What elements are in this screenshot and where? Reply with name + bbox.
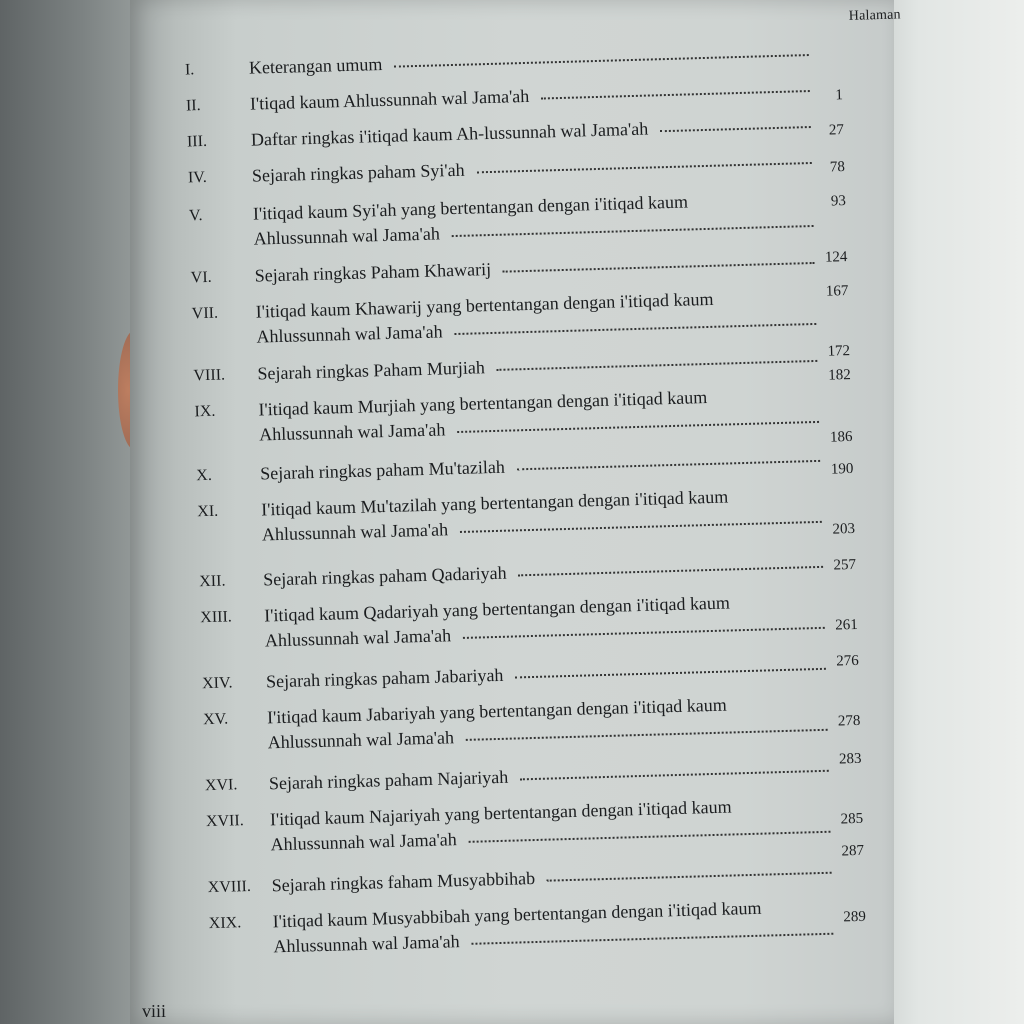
entry-line: I'itiqad kaum Murjiah yang bertentangan dengan i'itiqad kaum — [258, 387, 708, 420]
entry-title — [250, 76, 810, 117]
dot-leader — [394, 53, 808, 68]
entry-title — [266, 654, 826, 695]
entry-line: I'itiqad kaum Syi'ah yang bertentangan dengan i'itiqad kaum — [252, 191, 689, 224]
page-number: 186 — [829, 428, 853, 446]
entry-number: VIII. — [193, 366, 226, 385]
background-surface — [884, 0, 1024, 1024]
entry-number: V. — [188, 207, 203, 225]
entry-line: Keterangan umum — [249, 40, 809, 81]
entry-title — [264, 588, 825, 654]
entry-number: XIII. — [200, 608, 233, 627]
entry-title — [249, 40, 809, 81]
dot-leader — [547, 871, 832, 882]
entry-number: XIX. — [208, 914, 242, 933]
dot-leader — [457, 420, 819, 433]
dot-leader — [452, 224, 814, 237]
entry-line: Daftar ringkas i'itiqad kaum Ah-lussunnah wal Jama'ah — [251, 112, 811, 153]
page-number: 190 — [830, 460, 854, 478]
entry-number: II. — [185, 97, 201, 115]
page-number: 261 — [835, 616, 858, 634]
dot-leader — [497, 359, 818, 371]
entry-line: Ahlussunnah wal Jama'ah — [267, 715, 827, 756]
page-number: 124 — [824, 249, 848, 266]
entry-title — [252, 148, 812, 189]
entry-line: Sejarah ringkas paham Jabariyah — [266, 654, 826, 695]
entry-line: Sejarah ringkas paham Najariyah — [269, 756, 829, 797]
entry-number: XIV. — [201, 674, 233, 693]
table-of-contents — [165, 0, 901, 1024]
entry-line: Sejarah ringkas paham Syi'ah — [252, 148, 812, 189]
page-number: 283 — [838, 750, 862, 768]
page-column-header: Halaman — [848, 7, 901, 24]
page-number: 285 — [840, 810, 864, 828]
page-number: 278 — [837, 712, 861, 730]
entry-line: Sejarah ringkas paham Mu'tazilah — [260, 446, 820, 487]
entry-number: VI. — [190, 268, 212, 287]
entry-line: Ahlussunnah wal Jama'ah — [262, 507, 822, 548]
entry-title — [254, 248, 814, 289]
entry-line: I'tiqad kaum Ahlussunnah wal Jama'ah — [250, 76, 810, 117]
page-number: 289 — [843, 908, 867, 926]
entry-title — [267, 690, 828, 756]
entry-line: I'itiqad kaum Khawarij yang bertentangan dengan i'itiqad kaum — [255, 288, 714, 322]
entry-title — [257, 346, 817, 387]
entry-line: Ahlussunnah wal Jama'ah — [265, 613, 825, 654]
entry-line: Ahlussunnah wal Jama'ah — [270, 817, 830, 858]
dot-leader — [660, 125, 811, 132]
entry-number: VII. — [191, 304, 219, 323]
entry-title — [258, 382, 819, 448]
page-number: 182 — [828, 367, 851, 384]
entry-title — [260, 446, 820, 487]
page-number: 78 — [829, 159, 846, 176]
toc-entry-1 — [167, 38, 867, 79]
page-number: 257 — [833, 556, 857, 574]
page-number: 276 — [836, 652, 859, 670]
page-number: 93 — [830, 193, 847, 210]
entry-title — [270, 792, 831, 858]
entry-title — [255, 284, 816, 350]
entry-line: Sejarah ringkas Paham Murjiah — [257, 346, 817, 387]
page-footer-number: viii — [142, 1001, 167, 1021]
dot-leader — [466, 728, 828, 741]
entry-number: XVII. — [205, 812, 244, 831]
entry-number: XVI. — [204, 776, 238, 795]
entry-number: IX. — [194, 402, 216, 421]
entry-number: IV. — [187, 168, 208, 187]
page-number: 1 — [835, 87, 844, 104]
dot-leader — [455, 322, 817, 335]
page-number: 167 — [825, 283, 849, 300]
entry-title — [251, 112, 811, 153]
dot-leader — [472, 932, 834, 945]
entry-line: I'itiqad kaum Musyabbibah yang bertentangan dengan i'itiqad kaum — [272, 897, 762, 932]
page-number: 203 — [832, 520, 856, 538]
entry-line: Sejarah ringkas paham Qadariyah — [263, 552, 823, 593]
page-number: 27 — [828, 122, 845, 139]
entry-number: XV. — [202, 710, 229, 729]
entry-title — [253, 186, 814, 252]
page-number: 287 — [841, 842, 865, 860]
entry-title — [272, 894, 833, 960]
entry-number: X. — [196, 466, 213, 485]
entry-line: I'itiqad kaum Jabariyah yang bertentangan dengan i'itiqad kaum — [266, 694, 728, 728]
entry-line: I'itiqad kaum Qadariyah yang bertentangan dengan i'itiqad kaum — [263, 592, 731, 626]
page-number: 172 — [827, 343, 851, 360]
entry-line: I'itiqad kaum Najariyah yang bertentangan dengan i'itiqad kaum — [269, 796, 732, 830]
toc-entry-12 — [181, 550, 881, 591]
dot-leader — [460, 520, 822, 533]
entry-number: III. — [186, 132, 208, 151]
entry-number: I. — [184, 61, 195, 79]
entry-title — [269, 756, 829, 797]
dot-leader — [515, 667, 826, 679]
left-page-shadow — [0, 0, 140, 1024]
toc-entry-16 — [187, 754, 887, 795]
dot-leader — [517, 459, 820, 470]
dot-leader — [463, 626, 825, 639]
entry-title — [261, 482, 822, 548]
dot-leader — [520, 769, 829, 781]
entry-line: Sejarah ringkas Paham Khawarij — [254, 248, 814, 289]
dot-leader — [503, 261, 815, 273]
entry-line: Ahlussunnah wal Jama'ah — [273, 919, 833, 960]
entry-line: I'itiqad kaum Mu'tazilah yang bertentangan dengan i'itiqad kaum — [260, 486, 729, 520]
entry-line: Ahlussunnah wal Jama'ah — [253, 211, 813, 252]
entry-line: Ahlussunnah wal Jama'ah — [256, 309, 816, 350]
toc-entry-14 — [184, 652, 884, 693]
dot-leader — [477, 161, 812, 173]
dot-leader — [519, 565, 824, 577]
book-page — [130, 0, 901, 1024]
entry-line: Sejarah ringkas faham Musyabbihab — [271, 858, 831, 899]
dot-leader — [541, 89, 810, 99]
entry-number: XI. — [197, 502, 219, 521]
entry-number: XVIII. — [207, 877, 252, 897]
toc-entry-18 — [189, 856, 889, 897]
dot-leader — [469, 830, 831, 843]
entry-title — [263, 552, 823, 593]
entry-line: Ahlussunnah wal Jama'ah — [259, 407, 819, 448]
entry-title — [271, 858, 831, 899]
entry-number: XII. — [199, 572, 226, 591]
